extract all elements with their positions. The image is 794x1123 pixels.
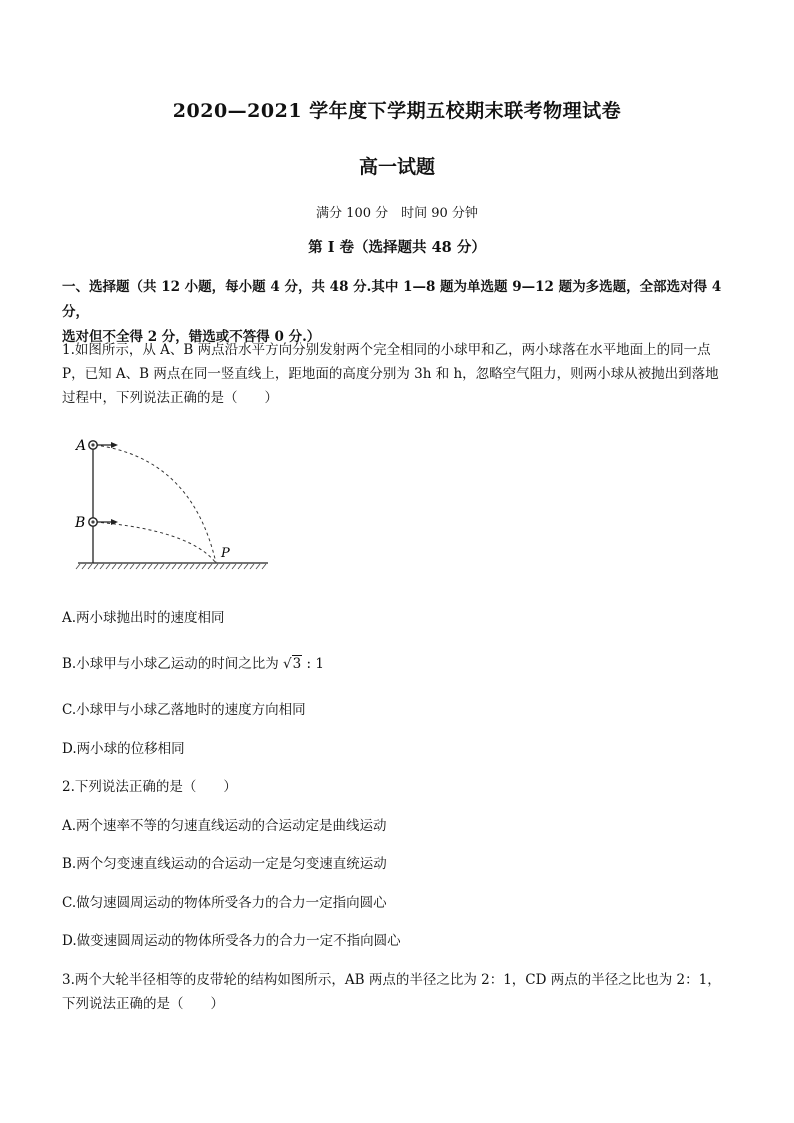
sqrt-radicand: 3	[292, 656, 302, 672]
ball-b-core	[91, 520, 94, 523]
q2-option-b[interactable]: B.两个匀变速直线运动的合运动一定是匀变速直统运动	[62, 856, 387, 872]
q1-option-a[interactable]: A.两小球抛出时的速度相同	[62, 610, 225, 626]
q1-option-b-ratio: : 1	[306, 656, 324, 672]
q1-option-b[interactable]	[62, 654, 742, 674]
q1-option-d[interactable]: D.两小球的位移相同	[62, 741, 185, 757]
arrowhead-a	[111, 442, 118, 448]
instructions-line-1: 一、选择题（共 12 小题，每小题 4 分，共 48 分.其中 1—8 题为单选题 9—12 题为多选题，全部选对得 4 分，	[62, 279, 722, 320]
question-2-stem: 2.下列说法正确的是（ ）	[62, 779, 237, 795]
projectile-figure	[70, 430, 280, 580]
sqrt-expression: √3	[283, 656, 302, 672]
projectile-diagram	[70, 430, 280, 580]
exam-meta: 满分 100 分 时间 90 分钟	[316, 206, 478, 221]
q1-line-2: P，已知 A、B 两点在同一竖直线上，距地面的高度分别为 3h 和 h，忽略空气阻力，则两小球从被抛出到落地	[62, 366, 719, 382]
trajectory-a	[95, 445, 216, 563]
q1-line-1: 1.如图所示，从 A、B 两点沿水平方向分别发射两个完全相同的小球甲和乙，两小球落在水平地面上的同一点	[62, 342, 711, 358]
q1-option-b-text: B.小球甲与小球乙运动的时间之比为	[62, 656, 279, 672]
q3-line-1: 3.两个大轮半径相等的皮带轮的结构如图所示，AB 两点的半径之比为 2：1，CD 两点的半径之比也为 2：1，	[62, 972, 721, 988]
question-3-stem	[62, 968, 742, 1016]
label-a: A	[76, 438, 87, 454]
q2-option-c[interactable]: C.做匀速圆周运动的物体所受各力的合力一定指向圆心	[62, 895, 387, 911]
q2-option-d[interactable]: D.做变速圆周运动的物体所受各力的合力一定不指向圆心	[62, 933, 401, 949]
instructions-line-2: 选对但不全得 2 分，错选或不答得 0 分.）	[62, 329, 321, 345]
trajectory-b	[95, 522, 216, 563]
q3-line-2: 下列说法正确的是（ ）	[62, 996, 224, 1012]
q2-option-a[interactable]: A.两个速率不等的匀速直线运动的合运动定是曲线运动	[62, 818, 387, 834]
q1-option-c[interactable]: C.小球甲与小球乙落地时的速度方向相同	[62, 702, 306, 718]
part-heading: 第 I 卷（选择题共 48 分）	[308, 239, 486, 256]
exam-subtitle: 高一试题	[358, 156, 435, 178]
q1-line-3: 过程中，下列说法正确的是（ ）	[62, 390, 278, 406]
exam-title: 2020—2021 学年度下学期五校期末联考物理试卷	[172, 100, 622, 122]
label-p: P	[221, 546, 230, 561]
question-1-stem	[62, 338, 742, 410]
label-b: B	[75, 515, 86, 531]
ball-a-core	[91, 443, 94, 446]
ground-hatching	[76, 564, 266, 569]
